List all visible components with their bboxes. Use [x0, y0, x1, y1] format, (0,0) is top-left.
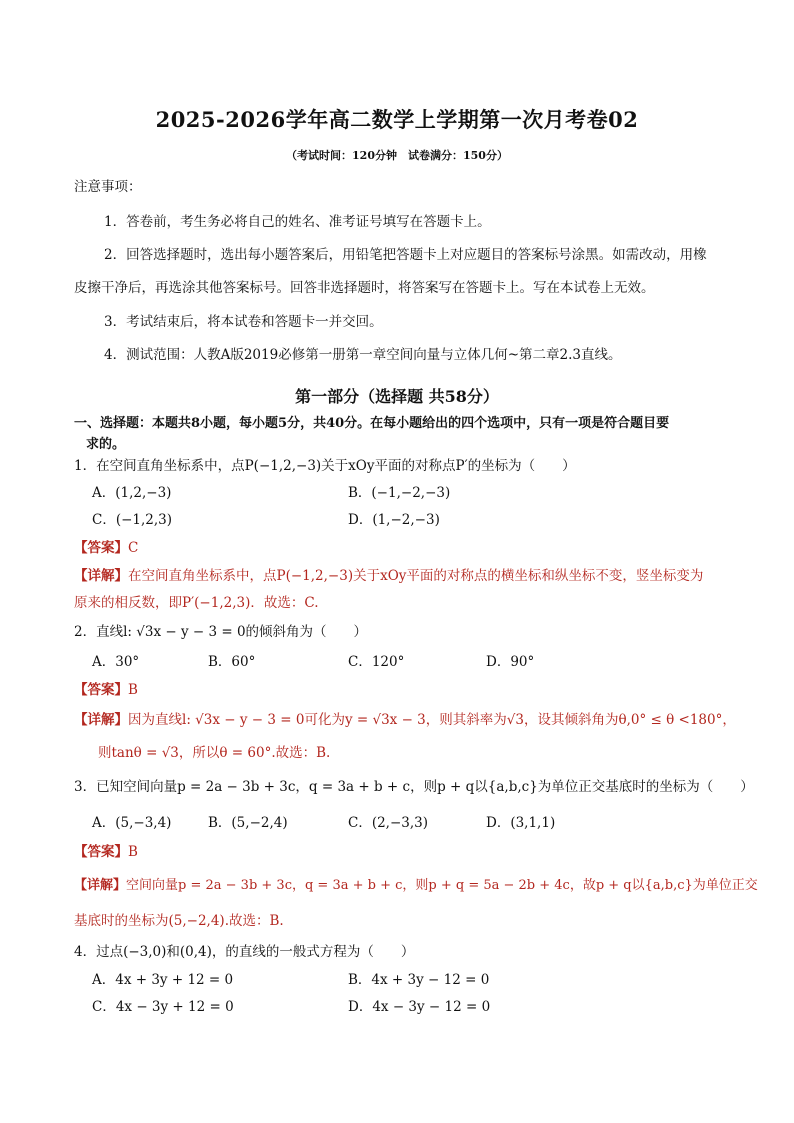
- detail-text: 原来的相反数，即P′(−1,2,3)．故选：C.: [74, 595, 319, 611]
- detail-tag: 【详解】: [74, 568, 128, 584]
- question-stem: 3．已知空间向量p = 2a − 3b + 3c，q = 3a + b + c，则p + q以{a,b,c}为单位正交基底时的坐标为（ ）: [74, 779, 754, 795]
- detail-text: 基底时的坐标为(5,−2,4).故选：B.: [74, 913, 284, 929]
- option-c: C．(2,−3,3): [348, 815, 429, 831]
- option-d: D．4x − 3y − 12 = 0: [348, 999, 491, 1015]
- answer: [74, 842, 138, 862]
- note-item: 3．考试结束后，将本试卷和答题卡一并交回。: [104, 314, 383, 330]
- option-d: D．(3,1,1): [486, 815, 556, 831]
- option-d: D．90°: [486, 654, 535, 670]
- detail-text: 因为直线l: √3x − y − 3 = 0可化为y = √3x − 3，则其斜率为√3，设其倾斜角为θ,0° ≤ θ <180°，: [128, 712, 736, 728]
- note-item: 1．答卷前，考生务必将自己的姓名、准考证号填写在答题卡上。: [104, 214, 491, 230]
- detail: [74, 566, 703, 586]
- detail-text: 则tanθ = √3，所以θ = 60°.故选：B.: [98, 745, 331, 761]
- section-intro: 一、选择题：本题共8小题，每小题5分，共40分。在每小题给出的四个选项中，只有一项是符合题目要: [74, 416, 670, 431]
- answer-tag: 【答案】: [74, 844, 128, 860]
- answer-value: B: [128, 844, 138, 860]
- option-b: B．60°: [208, 654, 256, 670]
- detail: [74, 710, 736, 730]
- detail-text: 空间向量p = 2a − 3b + 3c，q = 3a + b + c，则p + q = 5a − 2b + 4c，故p + q以{a,b,c}为单位正交: [126, 878, 758, 893]
- option-b: B．(5,−2,4): [208, 815, 288, 831]
- note-item: 4．测试范围：人教A版2019必修第一册第一章空间向量与立体几何~第二章2.3直线。: [104, 347, 622, 363]
- option-c: C．4x − 3y + 12 = 0: [92, 999, 234, 1015]
- note-item: 2．回答选择题时，选出每小题答案后，用铅笔把答题卡上对应题目的答案标号涂黑。如需改动，用橡: [104, 247, 707, 263]
- option-a: A．30°: [92, 654, 140, 670]
- exam-info: （考试时间：120分钟 试卷满分：150分）: [286, 149, 508, 162]
- answer: [74, 680, 138, 700]
- question-stem: 2．直线l: √3x − y − 3 = 0的倾斜角为（ ）: [74, 624, 368, 640]
- detail-tag: 【详解】: [74, 712, 128, 728]
- answer-value: C: [128, 540, 139, 556]
- section-intro: 求的。: [86, 437, 126, 452]
- section-title: 第一部分（选择题 共58分）: [295, 387, 499, 406]
- option-b: B．(−1,−2,−3): [348, 485, 451, 501]
- question-stem: 4．过点(−3,0)和(0,4)，的直线的一般式方程为（ ）: [74, 944, 415, 960]
- option-c: C．120°: [348, 654, 405, 670]
- detail: [74, 911, 284, 931]
- answer: [74, 538, 138, 558]
- option-d: D．(1,−2,−3): [348, 512, 440, 528]
- detail: [74, 593, 318, 613]
- detail: [98, 743, 330, 763]
- question-stem: 1．在空间直角坐标系中，点P(−1,2,−3)关于xOy平面的对称点P′的坐标为（ ）: [74, 458, 576, 474]
- answer-tag: 【答案】: [74, 540, 128, 556]
- detail-text: 在空间直角坐标系中，点P(−1,2,−3)关于xOy平面的对称点的横坐标和纵坐标不变，竖坐标变为: [128, 568, 704, 584]
- option-a: A．(1,2,−3): [92, 485, 172, 501]
- notes-heading: 注意事项：: [74, 179, 142, 195]
- note-item: 皮擦干净后，再选涂其他答案标号。回答非选择题时，将答案写在答题卡上。写在本试卷上无效。: [74, 280, 655, 296]
- answer-tag: 【答案】: [74, 682, 128, 698]
- page-title: 2025-2026学年高二数学上学期第一次月考卷02: [155, 107, 639, 132]
- answer-value: B: [128, 682, 138, 698]
- option-b: B．4x + 3y − 12 = 0: [348, 972, 490, 988]
- detail-tag: 【详解】: [74, 878, 127, 893]
- detail: [74, 876, 758, 896]
- option-a: A．4x + 3y + 12 = 0: [92, 972, 234, 988]
- option-a: A．(5,−3,4): [92, 815, 172, 831]
- option-c: C．(−1,2,3): [92, 512, 173, 528]
